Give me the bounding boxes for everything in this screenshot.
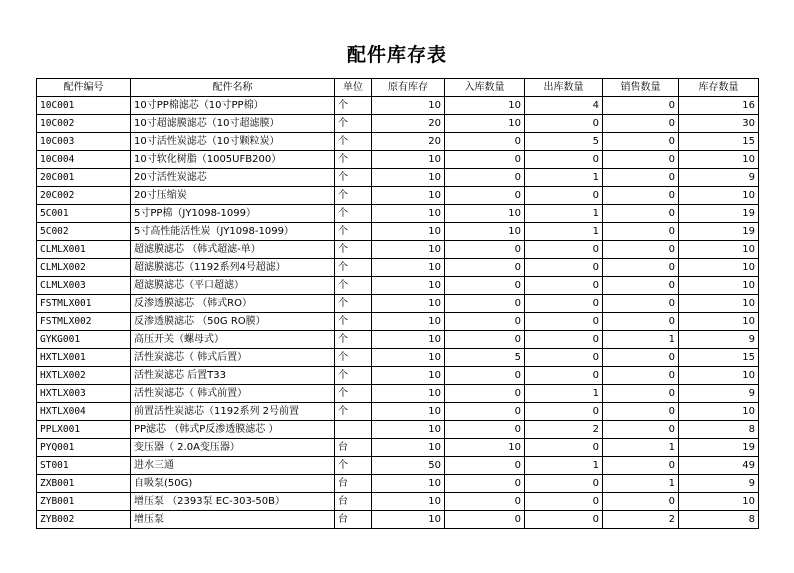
cell-part-name: 5寸高性能活性炭（JY1098-1099） <box>131 223 335 241</box>
header-original-stock: 原有库存 <box>372 79 445 97</box>
cell-part-code: GYKG001 <box>37 331 131 349</box>
header-inbound-qty: 入库数量 <box>445 79 525 97</box>
table-row <box>37 493 759 511</box>
cell-original-stock: 50 <box>372 457 445 475</box>
cell-unit: 个 <box>335 169 372 187</box>
cell-original-stock: 10 <box>372 421 445 439</box>
table-row <box>37 223 759 241</box>
cell-inbound-qty: 0 <box>445 187 525 205</box>
cell-part-code: 5C001 <box>37 205 131 223</box>
cell-original-stock: 10 <box>372 313 445 331</box>
cell-original-stock: 10 <box>372 277 445 295</box>
cell-part-code: PYQ001 <box>37 439 131 457</box>
cell-sales-qty: 0 <box>603 493 679 511</box>
cell-sales-qty: 1 <box>603 331 679 349</box>
table-row <box>37 259 759 277</box>
cell-stock-qty: 16 <box>679 97 759 115</box>
cell-inbound-qty: 0 <box>445 241 525 259</box>
cell-inbound-qty: 0 <box>445 493 525 511</box>
cell-outbound-qty: 0 <box>525 151 603 169</box>
cell-unit <box>335 421 372 439</box>
cell-part-name: 增压泵 （2393泵 EC-303-50B） <box>131 493 335 511</box>
cell-original-stock: 10 <box>372 439 445 457</box>
cell-outbound-qty: 0 <box>525 367 603 385</box>
cell-original-stock: 10 <box>372 511 445 529</box>
cell-unit: 个 <box>335 115 372 133</box>
cell-unit: 个 <box>335 367 372 385</box>
cell-inbound-qty: 0 <box>445 457 525 475</box>
cell-sales-qty: 0 <box>603 115 679 133</box>
cell-part-name: 反渗透膜滤芯 （韩式RO） <box>131 295 335 313</box>
cell-stock-qty: 19 <box>679 205 759 223</box>
cell-part-code: HXTLX001 <box>37 349 131 367</box>
cell-inbound-qty: 10 <box>445 97 525 115</box>
cell-part-code: 5C002 <box>37 223 131 241</box>
cell-sales-qty: 0 <box>603 223 679 241</box>
cell-unit: 台 <box>335 511 372 529</box>
cell-inbound-qty: 5 <box>445 349 525 367</box>
cell-sales-qty: 0 <box>603 187 679 205</box>
cell-outbound-qty: 0 <box>525 295 603 313</box>
cell-unit: 台 <box>335 439 372 457</box>
cell-unit: 个 <box>335 151 372 169</box>
cell-outbound-qty: 0 <box>525 331 603 349</box>
cell-sales-qty: 0 <box>603 457 679 475</box>
cell-inbound-qty: 10 <box>445 205 525 223</box>
cell-unit: 个 <box>335 187 372 205</box>
cell-part-name: 活性炭滤芯（ 韩式后置） <box>131 349 335 367</box>
table-row <box>37 97 759 115</box>
cell-stock-qty: 9 <box>679 385 759 403</box>
cell-outbound-qty: 0 <box>525 493 603 511</box>
inventory-table <box>36 78 759 529</box>
cell-stock-qty: 9 <box>679 169 759 187</box>
cell-inbound-qty: 0 <box>445 475 525 493</box>
cell-part-code: 10C001 <box>37 97 131 115</box>
cell-sales-qty: 0 <box>603 403 679 421</box>
cell-outbound-qty: 5 <box>525 133 603 151</box>
cell-outbound-qty: 1 <box>525 385 603 403</box>
table-row <box>37 385 759 403</box>
table-row <box>37 205 759 223</box>
cell-part-code: FSTMLX002 <box>37 313 131 331</box>
cell-part-name: PP滤芯 （韩式P反渗透膜滤芯 ） <box>131 421 335 439</box>
cell-sales-qty: 2 <box>603 511 679 529</box>
cell-original-stock: 10 <box>372 205 445 223</box>
table-row <box>37 475 759 493</box>
cell-part-name: 20寸活性炭滤芯 <box>131 169 335 187</box>
cell-original-stock: 10 <box>372 241 445 259</box>
cell-stock-qty: 19 <box>679 223 759 241</box>
cell-stock-qty: 19 <box>679 439 759 457</box>
cell-unit: 个 <box>335 331 372 349</box>
cell-part-code: 10C002 <box>37 115 131 133</box>
cell-sales-qty: 0 <box>603 97 679 115</box>
cell-original-stock: 10 <box>372 169 445 187</box>
cell-unit: 个 <box>335 133 372 151</box>
cell-outbound-qty: 0 <box>525 313 603 331</box>
cell-stock-qty: 15 <box>679 349 759 367</box>
cell-part-code: ST001 <box>37 457 131 475</box>
table-row <box>37 241 759 259</box>
cell-part-name: 变压器（ 2.0A变压器） <box>131 439 335 457</box>
cell-inbound-qty: 0 <box>445 151 525 169</box>
cell-sales-qty: 0 <box>603 277 679 295</box>
cell-original-stock: 10 <box>372 475 445 493</box>
cell-stock-qty: 10 <box>679 259 759 277</box>
header-sales-qty: 销售数量 <box>603 79 679 97</box>
cell-part-code: 10C003 <box>37 133 131 151</box>
table-row <box>37 367 759 385</box>
cell-stock-qty: 10 <box>679 493 759 511</box>
table-row <box>37 187 759 205</box>
cell-original-stock: 10 <box>372 259 445 277</box>
cell-part-name: 超滤膜滤芯（1192系列4号超滤） <box>131 259 335 277</box>
cell-sales-qty: 1 <box>603 439 679 457</box>
cell-sales-qty: 0 <box>603 385 679 403</box>
cell-part-code: ZXB001 <box>37 475 131 493</box>
cell-unit: 个 <box>335 259 372 277</box>
cell-part-name: 前置活性炭滤芯（1192系列 2号前置 <box>131 403 335 421</box>
cell-part-code: HXTLX002 <box>37 367 131 385</box>
cell-inbound-qty: 0 <box>445 367 525 385</box>
cell-stock-qty: 10 <box>679 241 759 259</box>
cell-outbound-qty: 2 <box>525 421 603 439</box>
cell-sales-qty: 0 <box>603 367 679 385</box>
cell-part-code: FSTMLX001 <box>37 295 131 313</box>
cell-unit: 台 <box>335 493 372 511</box>
cell-original-stock: 10 <box>372 151 445 169</box>
table-row <box>37 151 759 169</box>
cell-part-code: ZYB002 <box>37 511 131 529</box>
cell-inbound-qty: 10 <box>445 115 525 133</box>
cell-part-name: 5寸PP棉（JY1098-1099） <box>131 205 335 223</box>
cell-outbound-qty: 0 <box>525 439 603 457</box>
cell-part-code: PPLX001 <box>37 421 131 439</box>
cell-unit: 个 <box>335 295 372 313</box>
cell-outbound-qty: 1 <box>525 457 603 475</box>
cell-inbound-qty: 0 <box>445 295 525 313</box>
cell-unit: 台 <box>335 475 372 493</box>
cell-part-name: 10寸软化树脂（1005UFB200） <box>131 151 335 169</box>
cell-part-name: 10寸超滤膜滤芯（10寸超滤膜） <box>131 115 335 133</box>
cell-original-stock: 20 <box>372 133 445 151</box>
cell-original-stock: 10 <box>372 385 445 403</box>
cell-stock-qty: 9 <box>679 331 759 349</box>
header-outbound-qty: 出库数量 <box>525 79 603 97</box>
cell-stock-qty: 10 <box>679 187 759 205</box>
cell-part-name: 进水三通 <box>131 457 335 475</box>
table-row <box>37 313 759 331</box>
cell-sales-qty: 1 <box>603 475 679 493</box>
cell-part-name: 超滤膜滤芯 （韩式超滤-单） <box>131 241 335 259</box>
cell-original-stock: 10 <box>372 331 445 349</box>
cell-stock-qty: 30 <box>679 115 759 133</box>
cell-outbound-qty: 0 <box>525 403 603 421</box>
cell-unit: 个 <box>335 241 372 259</box>
table-body <box>37 97 759 529</box>
cell-stock-qty: 49 <box>679 457 759 475</box>
table-row <box>37 169 759 187</box>
header-row <box>37 79 759 97</box>
cell-inbound-qty: 0 <box>445 259 525 277</box>
cell-inbound-qty: 0 <box>445 277 525 295</box>
cell-sales-qty: 0 <box>603 169 679 187</box>
cell-inbound-qty: 0 <box>445 313 525 331</box>
cell-part-name: 10寸PP棉滤芯（10寸PP棉） <box>131 97 335 115</box>
cell-stock-qty: 10 <box>679 313 759 331</box>
cell-inbound-qty: 0 <box>445 421 525 439</box>
cell-sales-qty: 0 <box>603 133 679 151</box>
cell-stock-qty: 10 <box>679 295 759 313</box>
cell-outbound-qty: 0 <box>525 511 603 529</box>
cell-stock-qty: 8 <box>679 421 759 439</box>
cell-part-name: 增压泵 <box>131 511 335 529</box>
cell-inbound-qty: 0 <box>445 403 525 421</box>
header-part-code: 配件编号 <box>37 79 131 97</box>
cell-part-code: 20C001 <box>37 169 131 187</box>
cell-outbound-qty: 0 <box>525 277 603 295</box>
cell-part-code: CLMLX003 <box>37 277 131 295</box>
cell-sales-qty: 0 <box>603 151 679 169</box>
cell-part-code: 20C002 <box>37 187 131 205</box>
cell-unit: 个 <box>335 277 372 295</box>
cell-outbound-qty: 1 <box>525 205 603 223</box>
cell-unit: 个 <box>335 385 372 403</box>
table-row <box>37 295 759 313</box>
cell-sales-qty: 0 <box>603 295 679 313</box>
cell-unit: 个 <box>335 205 372 223</box>
table-row <box>37 331 759 349</box>
cell-outbound-qty: 0 <box>525 475 603 493</box>
cell-unit: 个 <box>335 457 372 475</box>
cell-inbound-qty: 0 <box>445 511 525 529</box>
table-row <box>37 133 759 151</box>
cell-part-code: CLMLX001 <box>37 241 131 259</box>
cell-original-stock: 10 <box>372 187 445 205</box>
cell-part-code: CLMLX002 <box>37 259 131 277</box>
cell-stock-qty: 10 <box>679 277 759 295</box>
cell-sales-qty: 0 <box>603 421 679 439</box>
cell-outbound-qty: 0 <box>525 259 603 277</box>
cell-inbound-qty: 0 <box>445 133 525 151</box>
cell-unit: 个 <box>335 223 372 241</box>
cell-part-name: 20寸压缩炭 <box>131 187 335 205</box>
cell-sales-qty: 0 <box>603 259 679 277</box>
cell-sales-qty: 0 <box>603 313 679 331</box>
cell-original-stock: 10 <box>372 295 445 313</box>
cell-sales-qty: 0 <box>603 205 679 223</box>
cell-part-name: 活性炭滤芯（ 韩式前置） <box>131 385 335 403</box>
table-row <box>37 277 759 295</box>
cell-inbound-qty: 0 <box>445 385 525 403</box>
cell-inbound-qty: 0 <box>445 169 525 187</box>
cell-unit: 个 <box>335 349 372 367</box>
header-unit: 单位 <box>335 79 372 97</box>
cell-part-name: 超滤膜滤芯（平口超滤） <box>131 277 335 295</box>
cell-part-name: 活性炭滤芯 后置T33 <box>131 367 335 385</box>
cell-stock-qty: 8 <box>679 511 759 529</box>
cell-inbound-qty: 10 <box>445 439 525 457</box>
cell-inbound-qty: 10 <box>445 223 525 241</box>
cell-sales-qty: 0 <box>603 241 679 259</box>
cell-outbound-qty: 0 <box>525 187 603 205</box>
cell-original-stock: 20 <box>372 115 445 133</box>
cell-original-stock: 10 <box>372 403 445 421</box>
cell-outbound-qty: 0 <box>525 349 603 367</box>
page-title: 配件库存表 <box>346 44 447 66</box>
cell-part-name: 反渗透膜滤芯 （50G RO膜） <box>131 313 335 331</box>
table-row <box>37 115 759 133</box>
cell-part-code: HXTLX004 <box>37 403 131 421</box>
cell-sales-qty: 0 <box>603 349 679 367</box>
cell-stock-qty: 10 <box>679 151 759 169</box>
cell-part-code: HXTLX003 <box>37 385 131 403</box>
cell-outbound-qty: 1 <box>525 223 603 241</box>
cell-outbound-qty: 4 <box>525 97 603 115</box>
header-stock-qty: 库存数量 <box>679 79 759 97</box>
table-row <box>37 439 759 457</box>
table-row <box>37 403 759 421</box>
cell-part-name: 高压开关（螺母式） <box>131 331 335 349</box>
cell-part-name: 自吸泵(50G) <box>131 475 335 493</box>
cell-original-stock: 10 <box>372 367 445 385</box>
table-row <box>37 511 759 529</box>
table-row <box>37 457 759 475</box>
cell-part-code: 10C004 <box>37 151 131 169</box>
cell-outbound-qty: 0 <box>525 115 603 133</box>
cell-unit: 个 <box>335 403 372 421</box>
cell-stock-qty: 9 <box>679 475 759 493</box>
table-row <box>37 349 759 367</box>
cell-original-stock: 10 <box>372 493 445 511</box>
header-part-name: 配件名称 <box>131 79 335 97</box>
cell-part-name: 10寸活性炭滤芯（10寸颗粒炭） <box>131 133 335 151</box>
cell-part-code: ZYB001 <box>37 493 131 511</box>
cell-inbound-qty: 0 <box>445 331 525 349</box>
cell-original-stock: 10 <box>372 349 445 367</box>
cell-unit: 个 <box>335 313 372 331</box>
cell-stock-qty: 15 <box>679 133 759 151</box>
cell-outbound-qty: 1 <box>525 169 603 187</box>
cell-outbound-qty: 0 <box>525 241 603 259</box>
cell-stock-qty: 10 <box>679 403 759 421</box>
cell-stock-qty: 10 <box>679 367 759 385</box>
cell-original-stock: 10 <box>372 97 445 115</box>
cell-original-stock: 10 <box>372 223 445 241</box>
cell-unit: 个 <box>335 97 372 115</box>
table-row <box>37 421 759 439</box>
